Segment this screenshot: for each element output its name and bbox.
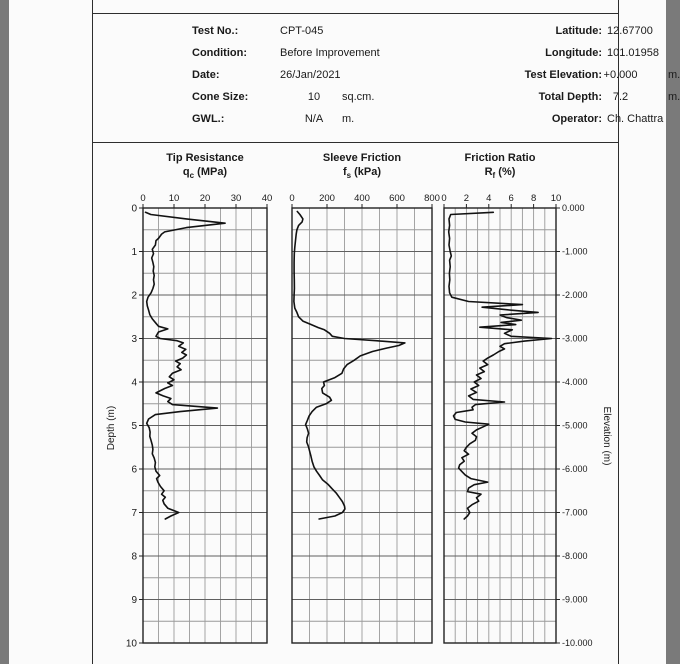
elevation-tick-label: -1.000 bbox=[562, 246, 588, 257]
field-label: Longitude: bbox=[545, 47, 602, 59]
field-unit: m. bbox=[668, 91, 680, 103]
x-tick-label: 4 bbox=[486, 193, 492, 204]
x-tick-label: 2 bbox=[463, 193, 470, 204]
chart-title-line1: Friction Ratio bbox=[464, 152, 536, 164]
chart-title-line2: $R_f$ (%) bbox=[484, 166, 516, 181]
field-value: 26/Jan/2021 bbox=[280, 69, 341, 81]
x-tick-label: 200 bbox=[319, 193, 335, 204]
elevation-tick-label: -10.000 bbox=[562, 638, 593, 649]
depth-tick-label: 1 bbox=[131, 247, 137, 258]
elevation-tick-label: -7.000 bbox=[562, 507, 588, 518]
x-tick-label: 600 bbox=[389, 193, 405, 204]
field-unit: sq.cm. bbox=[342, 91, 375, 103]
field-label: Cone Size: bbox=[192, 91, 249, 103]
field-label: Latitude: bbox=[555, 25, 602, 37]
depth-tick-label: 4 bbox=[131, 377, 137, 389]
elevation-tick-label: -6.000 bbox=[562, 464, 588, 475]
depth-tick-label: 7 bbox=[131, 508, 137, 519]
depth-tick-label: 8 bbox=[131, 551, 137, 563]
field-value: 101.01958 bbox=[607, 47, 659, 59]
chart-title-line1: Tip Resistance bbox=[166, 152, 244, 164]
x-tick-label: 800 bbox=[424, 193, 440, 204]
elevation-axis-title: Elevation (m) bbox=[601, 406, 612, 466]
field-unit: m. bbox=[342, 113, 355, 125]
x-tick-label: 6 bbox=[508, 193, 514, 204]
depth-tick-label: 0 bbox=[131, 203, 137, 215]
field-label: GWL.: bbox=[192, 113, 225, 125]
field-value: Before Improvement bbox=[280, 47, 380, 59]
field-value: 10 bbox=[307, 91, 321, 103]
field-value: N/A bbox=[304, 113, 324, 125]
x-tick-label: 0 bbox=[289, 193, 295, 204]
field-value: 7.2 bbox=[612, 91, 629, 103]
field-value: 12.67700 bbox=[607, 25, 653, 37]
field-label: Operator: bbox=[551, 113, 602, 125]
depth-tick-label: 10 bbox=[125, 638, 137, 650]
x-tick-label: 40 bbox=[261, 193, 273, 204]
chart-title-line2: $f_s$ (kPa) bbox=[342, 166, 382, 181]
depth-tick-label: 6 bbox=[131, 464, 137, 476]
field-unit: m. bbox=[668, 69, 680, 81]
depth-tick-label: 9 bbox=[131, 595, 137, 606]
depth-axis-title: Depth (m) bbox=[106, 405, 117, 451]
field-label: Test Elevation: bbox=[524, 69, 602, 81]
elevation-tick-label: -8.000 bbox=[562, 551, 588, 562]
field-label: Condition: bbox=[192, 47, 247, 59]
elevation-tick-label: -2.000 bbox=[562, 290, 588, 301]
elevation-tick-label: 0.000 bbox=[562, 203, 585, 214]
chart-title-line1: Sleeve Friction bbox=[322, 152, 402, 164]
x-tick-label: 10 bbox=[168, 193, 180, 204]
elevation-tick-label: -9.000 bbox=[562, 594, 588, 605]
fs-curve bbox=[294, 212, 405, 520]
x-tick-label: 8 bbox=[530, 193, 537, 204]
elevation-tick-label: -5.000 bbox=[562, 420, 588, 431]
chart-title-line2: $q_c$ (MPa) bbox=[182, 166, 228, 181]
field-label: Total Depth: bbox=[538, 91, 602, 103]
depth-tick-label: 3 bbox=[131, 334, 137, 345]
x-tick-label: 0 bbox=[441, 193, 447, 204]
field-value: CPT-045 bbox=[280, 25, 324, 37]
x-tick-label: 20 bbox=[199, 193, 211, 204]
field-label: Test No.: bbox=[192, 25, 239, 37]
field-value: +0.000 bbox=[603, 69, 638, 81]
elevation-tick-label: -3.000 bbox=[562, 333, 588, 344]
elevation-tick-label: -4.000 bbox=[562, 377, 588, 388]
field-value: Ch. Chattra bbox=[607, 113, 664, 125]
x-tick-label: 10 bbox=[550, 193, 562, 204]
depth-tick-label: 5 bbox=[131, 421, 137, 432]
x-tick-label: 30 bbox=[230, 193, 242, 204]
x-tick-label: 400 bbox=[354, 193, 370, 204]
depth-tick-label: 2 bbox=[131, 290, 137, 302]
qc-curve bbox=[146, 212, 226, 519]
x-tick-label: 0 bbox=[140, 193, 146, 204]
field-label: Date: bbox=[192, 69, 220, 81]
